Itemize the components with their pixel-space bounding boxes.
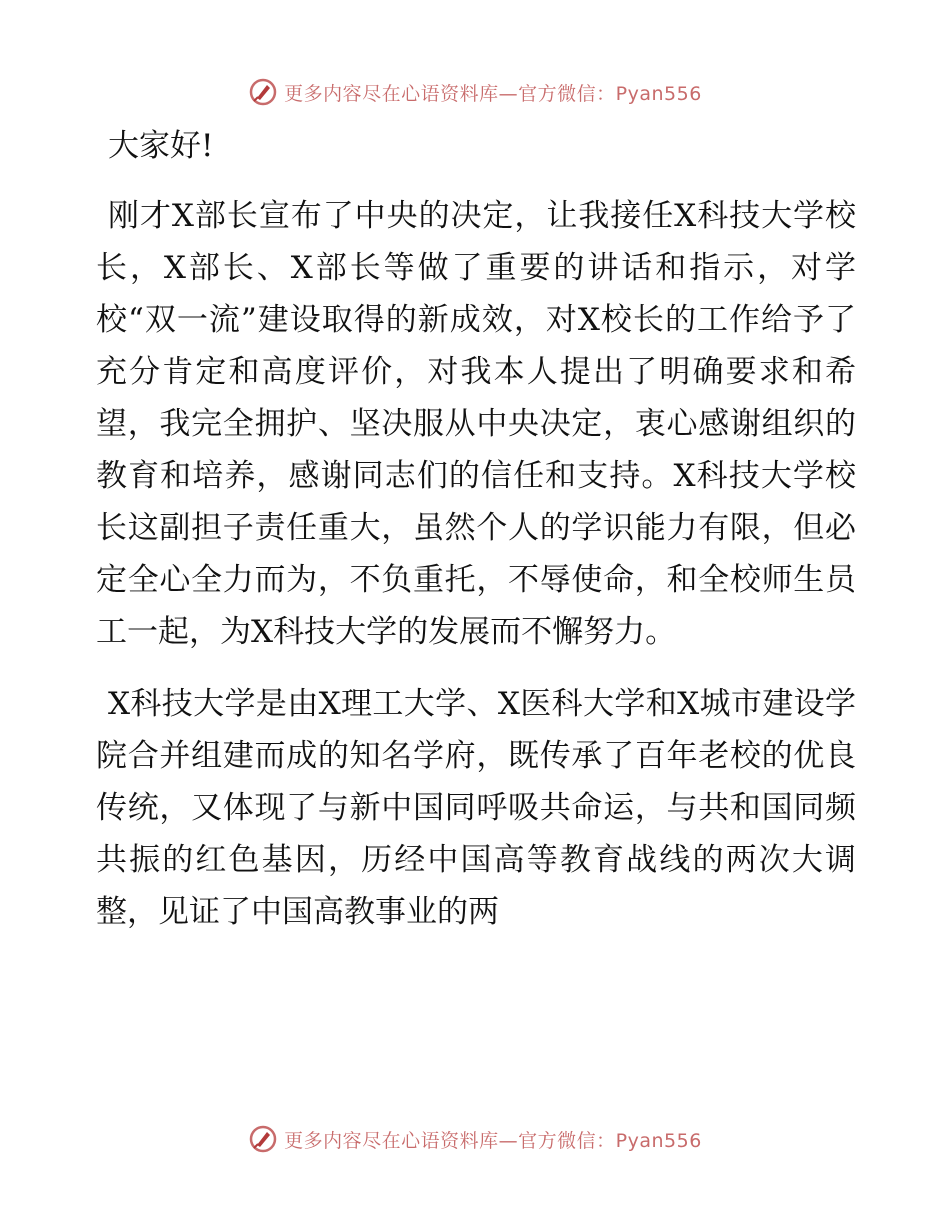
greeting: 大家好! xyxy=(108,128,214,164)
paragraph-2: X科技大学是由X理工大学、X医科大学和X城市建设学院合并组建而成的知名学府，既传承了百年老校的优良传统，又体现了与新中国同呼吸共命运，与共和国同频共振的红色基因，历经中国高等教育战线的两次大调整，见证了中国高教事业的两 xyxy=(96,686,856,930)
paragraph-1: 刚才X部长宣布了中央的决定，让我接任X科技大学校长，X部长、X部长等做了重要的讲话和指示，对学校“双一流”建设取得的新成效，对X校长的工作给予了充分肯定和高度评价，对我本人提出了明确要求和希望，我完全拥护、坚决服从中央决定，衷心感谢组织的教育和培养，感谢同志们的信任和支持。X科技大学校长这副担子责任重大，虽然个人的学识能力有限，但必定全心全力而为，不负重托，不辱使命，和全校师生员工一起，为X科技大学的发展而不懈努力。 xyxy=(96,198,856,650)
watermark-text: 更多内容尽在心语资料库—官方微信：Pyan556 xyxy=(284,1129,702,1152)
pen-nib-circle-icon xyxy=(248,1124,278,1154)
header-watermark xyxy=(0,72,950,112)
footer-watermark xyxy=(0,1119,950,1159)
watermark-text: 更多内容尽在心语资料库—官方微信：Pyan556 xyxy=(284,82,702,105)
pen-nib-circle-icon xyxy=(248,77,278,107)
document-body xyxy=(96,120,856,958)
